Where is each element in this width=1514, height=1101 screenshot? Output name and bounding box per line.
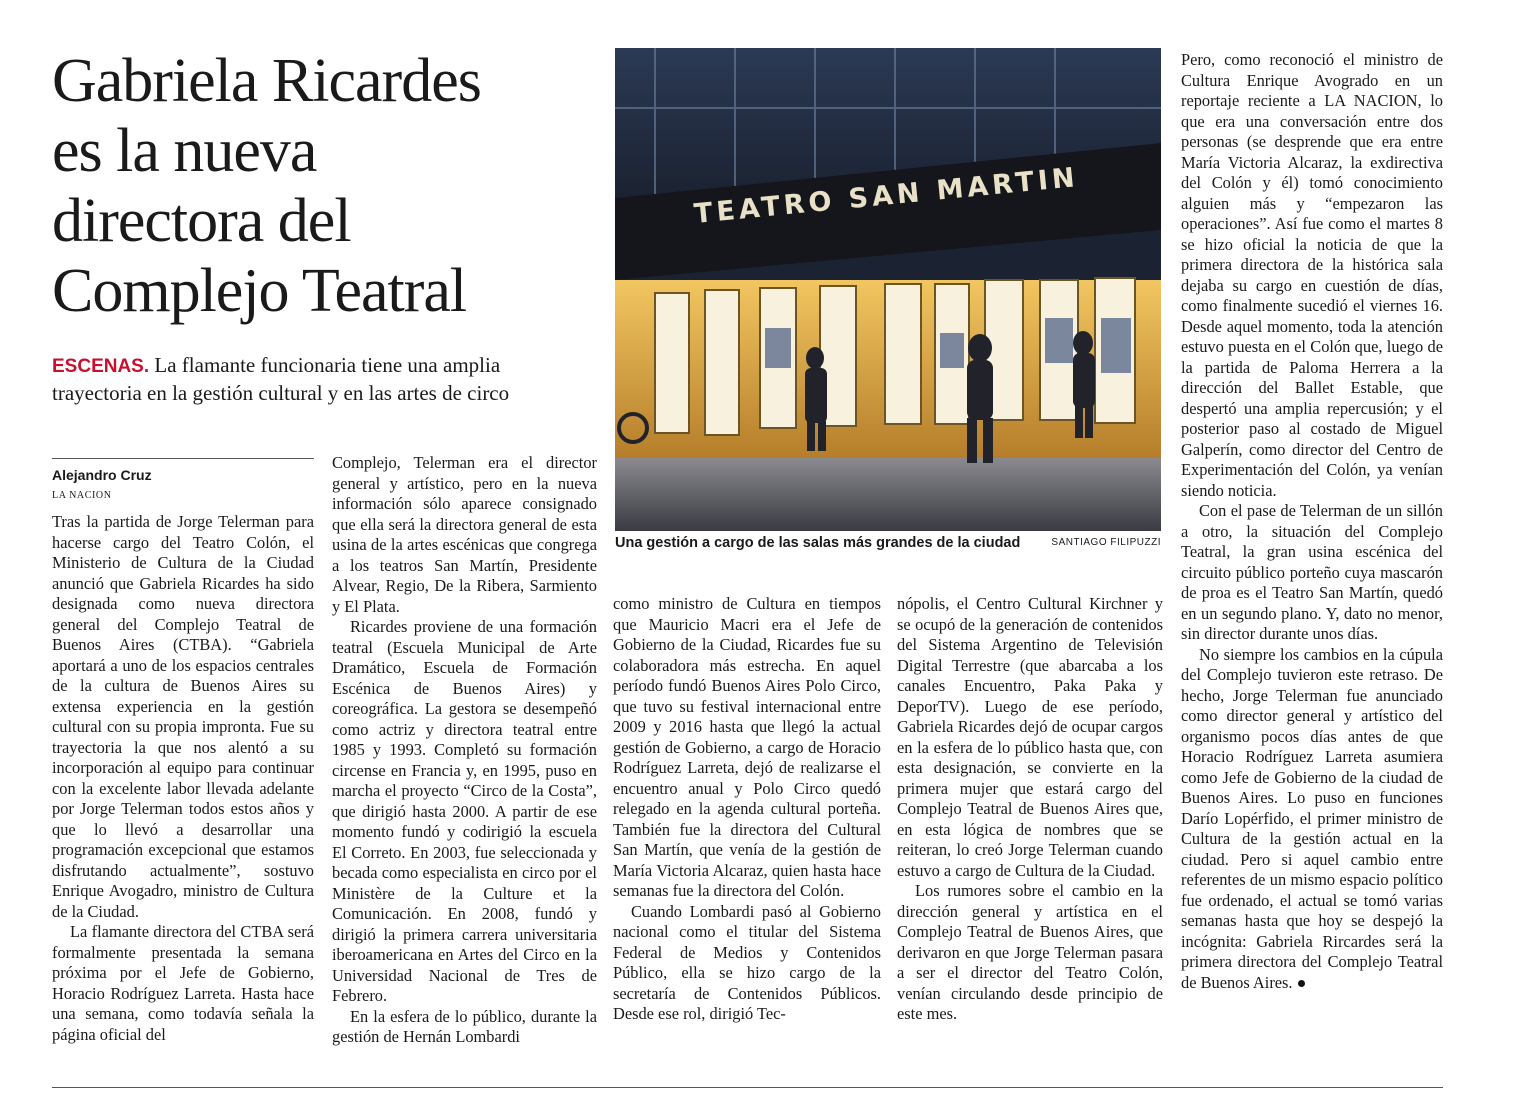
deck xyxy=(52,352,597,406)
paragraph: Tras la partida de Jorge Telerman para hacerse cargo del Teatro Colón, el Ministerio de Cultura de la Ciudad anunció que Gabriela Ricardes ha sido designada como nueva directora general del Complejo Teatral de Buenos Aires (CTBA). “Gabriela aportará a uno de los espacios centrales de la cultura de Buenos Aires su extensa experiencia en la gestión cultural con su propia impronta. Fue su trayectoria la que nos alentó a su incorporación al equipo para continuar con la excelente labor llevada adelante por Jorge Telerman todos estos años y que lo llevó a desarrollar una programación excepcional que estamos disfrutando actualmente”, sostuvo Enrique Avogadro, ministro de Cultura de la Ciudad. xyxy=(52,512,314,921)
paragraph: Complejo, Telerman era el director general y artístico, pero en la nueva información sólo aparece consignado que ella será la directora general de esta usina de la artes escénicas que congrega a los teatros San Martín, Presidente Alvear, Regio, De la Ribera, Sarmiento y El Plata. xyxy=(332,453,597,616)
author-name: Alejandro Cruz xyxy=(52,467,152,483)
paragraph: Con el pase de Telerman de un sillón a otro, la situación del Complejo Teatral, la gran usina escénica del circuito público porteño cuya mascarón de proa es el Teatro San Martín, quedó en un segundo plano. Y, dato no menor, sin director durante unos días. xyxy=(1181,501,1443,643)
deck-text-2: trayectoria en la gestión cultural y en las artes de circo xyxy=(52,381,510,405)
paragraph: nópolis, el Centro Cultural Kirchner y se ocupó de la generación de contenidos del Sistema Argentino de Televisión Digital Terrestre (que abarcaba a los canales Encuentro, Paka Paka y DeporTV). Luego de ese período, Gabriela Ricardes dejó de ocupar cargos en la esfera de lo público hasta que, con esta designación, se convierte en la primera mujer que estará cargo del Complejo Teatral de Buenos Aires que, en esta lógica de nombres que se reiteran, lo creó Jorge Telerman cuando estuvo a cargo de Cultura de la Ciudad. xyxy=(897,594,1163,880)
paragraph: En la esfera de lo público, durante la gestión de Hernán Lombardi xyxy=(332,1006,597,1046)
photo-caption xyxy=(615,535,1161,551)
end-mark xyxy=(1298,980,1305,987)
theatre-photo xyxy=(615,48,1161,531)
paragraph: Cuando Lombardi pasó al Gobierno nacional como el titular del Sistema Federal de Medios y Contenidos Público, ella se hizo cargo de la secretaría de Contenidos Públicos. Desde ese rol, dirigió Tec- xyxy=(613,901,881,1023)
paragraph: Los rumores sobre el cambio en la dirección general y artística en el Complejo Teatral de Buenos Aires, que derivaron en que Jorge Telerman pasara a ser el director del Teatro Colón, venían circulando desde principio de este mes. xyxy=(897,881,1163,1023)
outlet-name: LA NACION xyxy=(52,490,112,501)
paragraph: La flamante directora del CTBA será formalmente presentada la semana próxima por el Jefe de Gobierno, Horacio Rodríguez Larreta. Hasta hace una semana, como todavía señala la página oficial del xyxy=(52,922,314,1044)
paragraph-text: No siempre los cambios en la cúpula del Complejo tuvieron este retraso. De hecho, Jorge Telerman fue anunciado como director general y artístico del organismo pocos días antes de que Horacio Rodríguez Larreta asumiera como Jefe de Gobierno de la ciudad de Buenos Aires. Lo puso en funciones Darío Lopérfido, el primer ministro de Cultura de la gestión actual en la ciudad. Pero si aquel cambio entre referentes de un mismo espacio político fue ordenado, el actual se tomó varias semanas hasta que hoy se despejó la incógnita: Gabriela Rircardes será la primera directora del Complejo Teatral de Buenos Aires. xyxy=(1181,644,1443,992)
headline-line-4: Complejo Teatral xyxy=(52,257,467,325)
headline-line-1: Gabriela Ricardes xyxy=(52,47,481,115)
paragraph-final xyxy=(1181,645,1443,994)
headline-line-3: directora del xyxy=(52,187,351,255)
article-column-5 xyxy=(1181,50,1443,993)
photo-credit: SANTIAGO FILIPUZZI xyxy=(1051,537,1161,548)
article-column-2 xyxy=(332,453,597,1048)
article-column-1 xyxy=(52,512,314,1045)
paragraph: Ricardes proviene de una formación teatral (Escuela Municipal de Arte Dramático, Escuela de Formación Escénica de Buenos Aires) y coreográfica. La gestora se desempeñó como actriz y directora teatral entre 1985 y 1993. Completó su formación circense en Francia y, en 1995, puso en marcha el proyecto “Circo de la Costa”, que dirigió hasta 2000. A partir de ese momento fundó y codirigió la escuela El Correto. En 2003, fue seleccionada y becada como especialista en circo por el Ministère de la Culture et la Comunicación. En 2008, fundó y dirigió la primera carrera universitaria iberoamericana en Artes del Circo en la Universidad Nacional de Tres de Febrero. xyxy=(332,617,597,1005)
byline-rule xyxy=(52,458,314,459)
deck-line-1 xyxy=(52,352,597,380)
article-column-4 xyxy=(897,594,1163,1025)
article-column-3 xyxy=(613,594,881,1025)
caption-text: Una gestión a cargo de las salas más grandes de la ciudad xyxy=(615,535,1021,551)
deck-text-1: La flamante funcionaria tiene una amplia xyxy=(154,353,501,377)
theatre-sign: TEATRO SAN MARTIN xyxy=(692,162,1080,230)
headline-line-2: es la nueva xyxy=(52,117,317,185)
headline xyxy=(52,46,592,326)
paragraph: como ministro de Cultura en tiempos que Mauricio Macri era el Jefe de Gobierno de la Ciudad, Ricardes fue su colaboradora más estrecha. En aquel período fundó Buenos Aires Polo Circo, que tuvo su festival internacional entre 2009 y 2016 hasta que llegó la actual gestión de Gobierno, a cargo de Horacio Rodríguez Larreta, dejó de realizarse el encuentro anual y Polo Circo quedó relegado en la agenda cultural porteña. También fue la directora del Cultural San Martín, que venía de la gestión de María Victoria Alcaraz, quien hasta hace semanas fue la directora del Colón. xyxy=(613,594,881,900)
section-tag: ESCENAS. xyxy=(52,356,150,377)
bottom-rule xyxy=(52,1087,1443,1088)
paragraph: Pero, como reconoció el ministro de Cultura Enrique Avogrado en un reportaje reciente a LA NACION, lo que era una conversación entre dos personas (se desprende que era entre María Victoria Alcaraz, la exdirectiva del Colón y él) tomó conocimiento alguien más y “empezaron las operaciones”. Así fue como el martes 8 se hizo oficial la noticia de que la primera directora de la histórica sala dejaba su cargo en cuestión de días, como finalmente sucedió el viernes 16. Desde aquel momento, toda la atención estuvo puesta en el Colón que, luego de la partida de Paloma Herrera a la dirección del Ballet Estable, que despertó una amplia repercusión; y el posterior paso al costado de Miguel Galperín, como director del Centro de Experimentación del Colón, ya venían siendo noticia. xyxy=(1181,50,1443,500)
